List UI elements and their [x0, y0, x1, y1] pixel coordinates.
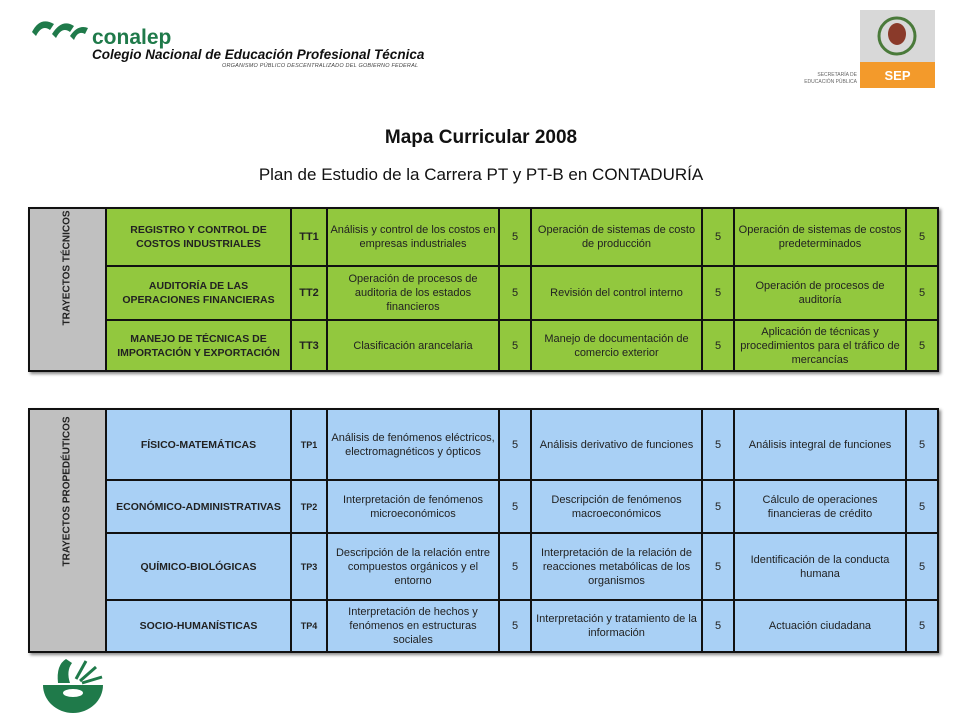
track-type-label	[29, 409, 106, 652]
track-code: TT3	[291, 320, 327, 371]
module-2: Descripción de fenómenos macroeconómicos	[531, 480, 702, 533]
credits-1: 5	[499, 600, 531, 652]
sep-subtitle	[775, 72, 857, 86]
organism-text: ORGANISMO PÚBLICO DESCENTRALIZADO DEL GOBIERNO FEDERAL	[222, 63, 419, 69]
module-3: Análisis integral de funciones	[734, 409, 906, 480]
module-1: Análisis y control de los costos en empresas industriales	[327, 208, 499, 266]
credits-2: 5	[702, 480, 734, 533]
track-name: SOCIO-HUMANÍSTICAS	[106, 600, 291, 652]
table-row	[29, 533, 938, 600]
credits-2: 5	[702, 409, 734, 480]
track-name: MANEJO DE TÉCNICAS DE IMPORTACIÓN Y EXPORTACIÓN	[106, 320, 291, 371]
credits-1: 5	[499, 480, 531, 533]
credits-3: 5	[906, 409, 938, 480]
track-code: TP1	[291, 409, 327, 480]
module-2: Interpretación de la relación de reacciones metabólicas de los organismos	[531, 533, 702, 600]
module-1: Interpretación de fenómenos microeconómicos	[327, 480, 499, 533]
module-3: Operación de sistemas de costos predeterminados	[734, 208, 906, 266]
module-3: Identificación de la conducta humana	[734, 533, 906, 600]
conalep-emblem-icon	[38, 655, 108, 717]
module-3: Cálculo de operaciones financieras de crédito	[734, 480, 906, 533]
track-type-label	[29, 208, 106, 371]
sep-sub-line2: EDUCACIÓN PÚBLICA	[804, 79, 857, 85]
credits-1: 5	[499, 320, 531, 371]
table-row	[29, 480, 938, 533]
track-name: QUÍMICO-BIOLÓGICAS	[106, 533, 291, 600]
credits-1: 5	[499, 266, 531, 320]
page-subtitle: Plan de Estudio de la Carrera PT y PT-B en CONTADURÍA	[258, 165, 704, 184]
credits-2: 5	[702, 208, 734, 266]
table-row	[29, 600, 938, 652]
conalep-logo-icon	[30, 14, 90, 44]
module-3: Aplicación de técnicas y procedimientos para el tráfico de mercancías	[734, 320, 906, 371]
sep-sub-line1: SECRETARÍA DE	[817, 72, 857, 78]
module-2: Revisión del control interno	[531, 266, 702, 320]
track-code: TP2	[291, 480, 327, 533]
module-1: Interpretación de hechos y fenómenos en estructuras sociales	[327, 600, 499, 652]
module-2: Manejo de documentación de comercio exterior	[531, 320, 702, 371]
credits-2: 5	[702, 600, 734, 652]
module-3: Actuación ciudadana	[734, 600, 906, 652]
credits-3: 5	[906, 320, 938, 371]
module-2: Interpretación y tratamiento de la información	[531, 600, 702, 652]
table-row	[29, 409, 938, 480]
track-name: AUDITORÍA DE LAS OPERACIONES FINANCIERAS	[106, 266, 291, 320]
sep-logo: SEP	[860, 62, 935, 88]
brand-name: conalep	[92, 26, 172, 49]
module-1: Análisis de fenómenos eléctricos, electromagnéticos y ópticos	[327, 409, 499, 480]
table-row	[29, 266, 938, 320]
track-name: ECONÓMICO-ADMINISTRATIVAS	[106, 480, 291, 533]
institution-name: Colegio Nacional de Educación Profesional Técnica	[92, 47, 425, 62]
page-title: Mapa Curricular 2008	[384, 127, 578, 148]
track-code: TP4	[291, 600, 327, 652]
credits-2: 5	[702, 533, 734, 600]
track-code: TP3	[291, 533, 327, 600]
technical-tracks-table	[28, 207, 939, 372]
module-1: Operación de procesos de auditoria de los estados financieros	[327, 266, 499, 320]
credits-2: 5	[702, 266, 734, 320]
propaedeutic-tracks-table	[28, 408, 939, 653]
track-type-text: TRAYECTOS PROPEDÉUTICOS	[61, 415, 73, 566]
credits-1: 5	[499, 409, 531, 480]
track-code: TT1	[291, 208, 327, 266]
credits-2: 5	[702, 320, 734, 371]
credits-1: 5	[499, 208, 531, 266]
track-code: TT2	[291, 266, 327, 320]
credits-3: 5	[906, 208, 938, 266]
module-3: Operación de procesos de auditoría	[734, 266, 906, 320]
track-type-text: TRAYECTOS TÉCNICOS	[61, 209, 73, 325]
credits-3: 5	[906, 480, 938, 533]
table-row	[29, 320, 938, 371]
module-1: Descripción de la relación entre compuestos orgánicos y el entorno	[327, 533, 499, 600]
credits-1: 5	[499, 533, 531, 600]
credits-3: 5	[906, 266, 938, 320]
credits-3: 5	[906, 600, 938, 652]
credits-3: 5	[906, 533, 938, 600]
table-row	[29, 208, 938, 266]
module-2: Análisis derivativo de funciones	[531, 409, 702, 480]
track-name: FÍSICO-MATEMÁTICAS	[106, 409, 291, 480]
module-2: Operación de sistemas de costo de producción	[531, 208, 702, 266]
track-name: REGISTRO Y CONTROL DE COSTOS INDUSTRIALES	[106, 208, 291, 266]
module-1: Clasificación arancelaria	[327, 320, 499, 371]
